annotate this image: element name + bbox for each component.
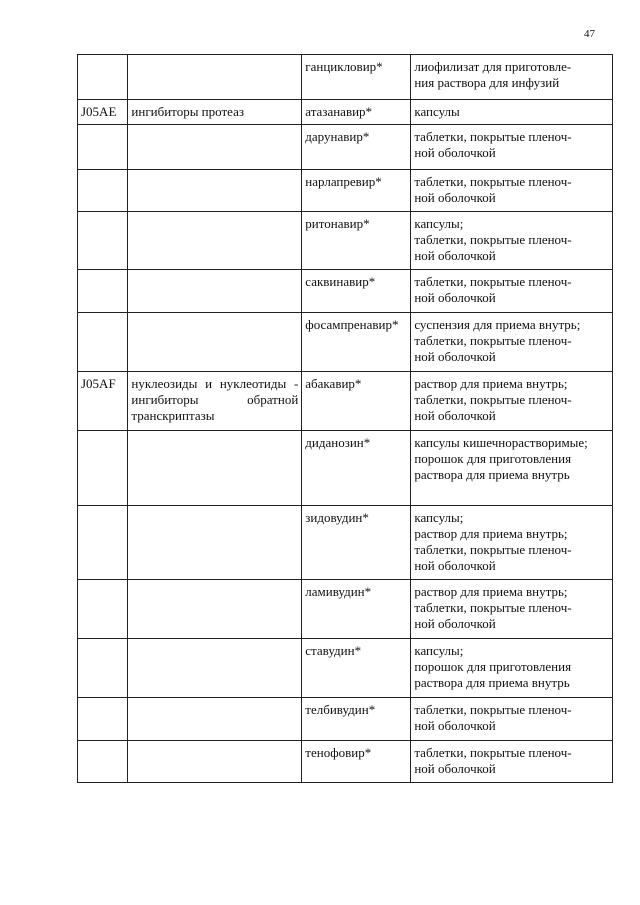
dosage-form-line: ной оболочкой [414,558,496,573]
dosage-form-line: капсулы; [414,510,464,525]
dosage-form-line: таблетки, покрытые пленоч- [414,600,572,615]
table-row [78,313,613,372]
dosage-form-line: ной оболочкой [414,290,496,305]
dosage-forms-cell [411,55,613,100]
atc-code-cell [78,431,128,506]
atc-code-cell [78,580,128,639]
dosage-forms-cell [411,639,613,698]
drug-name-cell: абакавир* [302,372,411,431]
dosage-form-line: капсулы; [414,643,464,658]
atc-code-cell [78,270,128,313]
pharmacological-group-cell [128,698,302,741]
page-number: 47 [584,28,595,40]
pharmacological-group-cell [128,270,302,313]
pharmacological-group-cell [128,506,302,580]
dosage-forms-cell [411,100,613,125]
drug-name-cell: ганцикловир* [302,55,411,100]
dosage-form-line: капсулы кишечнорастворимые; [414,435,588,450]
dosage-form-line: таблетки, покрытые пленоч- [414,392,572,407]
pharmacological-group-cell [128,431,302,506]
table-row [78,55,613,100]
dosage-forms-cell [411,125,613,170]
drug-name-cell: ставудин* [302,639,411,698]
dosage-forms-cell [411,313,613,372]
dosage-form-line: ной оболочкой [414,408,496,423]
table-row [78,125,613,170]
drug-name-cell: зидовудин* [302,506,411,580]
dosage-forms-cell [411,170,613,212]
atc-code-cell: J05AF [78,372,128,431]
atc-code-cell [78,125,128,170]
dosage-form-line: таблетки, покрытые пленоч- [414,702,572,717]
atc-code-cell [78,55,128,100]
dosage-form-line: капсулы [414,104,460,119]
drug-name-cell: ритонавир* [302,212,411,270]
dosage-form-line: таблетки, покрытые пленоч- [414,174,572,189]
atc-code-cell [78,698,128,741]
pharmacological-group-cell [128,639,302,698]
dosage-form-line: ной оболочкой [414,616,496,631]
drug-name-cell: ламивудин* [302,580,411,639]
drug-name-cell: нарлапревир* [302,170,411,212]
dosage-form-line: раствор для приема внутрь; [414,526,568,541]
pharmacological-group-cell [128,125,302,170]
dosage-form-line: ной оболочкой [414,718,496,733]
dosage-form-line: ной оболочкой [414,761,496,776]
dosage-form-line: раствора для приема внутрь [414,467,570,482]
dosage-form-line: порошок для приготовления [414,659,572,674]
dosage-form-line: таблетки, покрытые пленоч- [414,745,572,760]
pharmacological-group-cell [128,741,302,783]
dosage-forms-cell [411,580,613,639]
dosage-form-line: раствор для приема внутрь; [414,376,568,391]
pharmacological-group-cell: нуклеозиды и нуклеотиды - ингибиторы обратной транскриптазы [128,372,302,431]
pharmacological-group-cell [128,170,302,212]
table-row [78,698,613,741]
drug-name-cell: фосампренавир* [302,313,411,372]
dosage-form-line: таблетки, покрытые пленоч- [414,129,572,144]
table-row [78,170,613,212]
dosage-form-line: ния раствора для инфузий [414,75,560,90]
pharmacological-group-cell [128,313,302,372]
dosage-form-line: капсулы; [414,216,464,231]
atc-code-cell [78,212,128,270]
table-body [78,55,613,783]
atc-code-cell [78,506,128,580]
dosage-form-line: таблетки, покрытые пленоч- [414,542,572,557]
dosage-form-line: таблетки, покрытые пленоч- [414,333,572,348]
dosage-form-line: раствора для приема внутрь [414,675,570,690]
drug-name-cell: атазанавир* [302,100,411,125]
dosage-forms-cell [411,698,613,741]
table-row [78,639,613,698]
dosage-forms-cell [411,212,613,270]
dosage-forms-cell [411,270,613,313]
dosage-form-line: таблетки, покрытые пленоч- [414,274,572,289]
dosage-form-line: лиофилизат для приготовле- [414,59,572,74]
table-row [78,580,613,639]
table-row [78,270,613,313]
dosage-forms-cell [411,506,613,580]
drug-name-cell: тенофовир* [302,741,411,783]
dosage-forms-cell [411,431,613,506]
table-row [78,100,613,125]
table-row [78,431,613,506]
pharmacological-group-cell [128,55,302,100]
drug-name-cell: саквинавир* [302,270,411,313]
dosage-form-line: раствор для приема внутрь; [414,584,568,599]
table-row [78,212,613,270]
atc-code-cell [78,313,128,372]
table-row [78,506,613,580]
dosage-form-line: порошок для приготовления [414,451,572,466]
table-row [78,372,613,431]
atc-code-cell [78,741,128,783]
dosage-form-line: ной оболочкой [414,349,496,364]
drug-table [77,54,613,783]
dosage-form-line: ной оболочкой [414,145,496,160]
drug-name-cell: телбивудин* [302,698,411,741]
pharmacological-group-cell: ингибиторы протеаз [128,100,302,125]
pharmacological-group-cell [128,580,302,639]
dosage-form-line: ной оболочкой [414,248,496,263]
atc-code-cell [78,639,128,698]
table-row [78,741,613,783]
atc-code-cell [78,170,128,212]
drug-name-cell: дарунавир* [302,125,411,170]
drug-name-cell: диданозин* [302,431,411,506]
dosage-form-line: суспензия для приема внутрь; [414,317,581,332]
pharmacological-group-cell [128,212,302,270]
dosage-form-line: таблетки, покрытые пленоч- [414,232,572,247]
dosage-forms-cell [411,741,613,783]
dosage-form-line: ной оболочкой [414,190,496,205]
dosage-forms-cell [411,372,613,431]
atc-code-cell: J05AE [78,100,128,125]
